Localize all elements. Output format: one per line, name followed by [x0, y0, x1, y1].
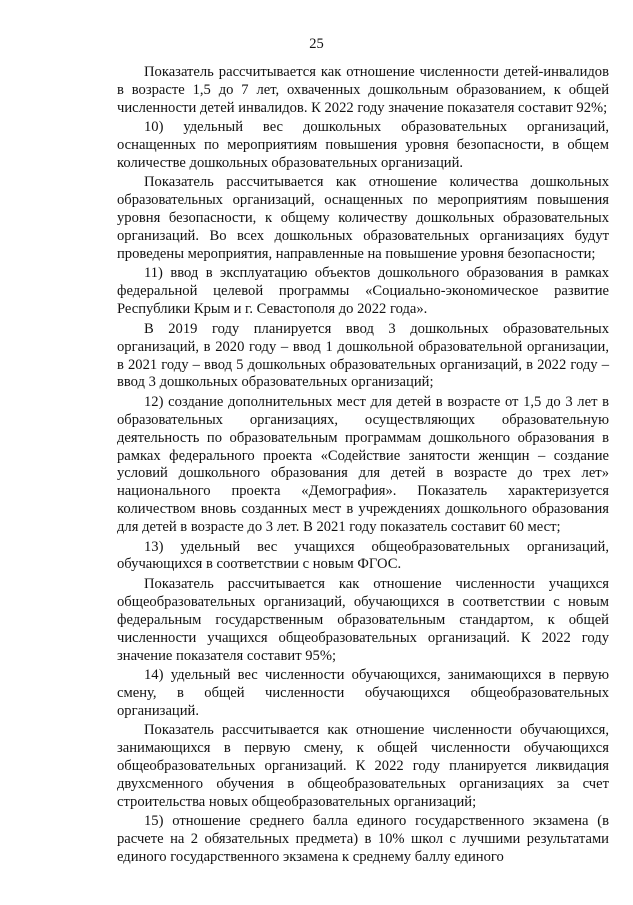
paragraph: В 2019 году планируется ввод 3 дошкольных образовательных организаций, в 2020 году – ввод 1 дошкольной образовательной организации, в 2021 году – ввод 5 дошкольных образовательных организаций, в 2022 году – ввод 3 дошкольных образовательных организаций;: [117, 320, 609, 391]
paragraph: 15) отношение среднего балла единого государственного экзамена (в расчете на 2 обязательных предмета) в 10% школ с лучшими результатами единого государственного экзамена к среднему баллу единого: [117, 813, 609, 865]
paragraph: Показатель рассчитывается как отношение численности обучающихся, занимающихся в первую смену, к общей численности обучающихся общеобразовательных организаций. К 2022 году планируется ликвидация двухсменного обучения в общеобразовательных организациях за счет строительства новых общеобразовательных организаций;: [117, 722, 609, 810]
paragraph: Показатель рассчитывается как отношение количества дошкольных образовательных организаций, оснащенных по мероприятиям повышения уровня безопасности, к общему количеству дошкольных образовательных организаций. Во всех дошкольных образовательных организациях будут проведены мероприятия, направленные на повышение уровня безопасности;: [117, 174, 609, 263]
paragraph: Показатель рассчитывается как отношение численности учащихся общеобразовательных организаций, обучающихся в соответствии с новым федеральным государственным образовательным стандартом, к общей численности учащихся общеобразовательных организаций. К 2022 году значение показателя составит 95%;: [117, 575, 609, 664]
paragraph: 14) удельный вес численности обучающихся, занимающихся в первую смену, в общей численности обучающихся общеобразовательных организаций.: [117, 666, 609, 719]
page-number: 25: [309, 36, 324, 52]
document-body: [117, 64, 609, 868]
paragraph: Показатель рассчитывается как отношение численности детей-инвалидов в возрасте 1,5 до 7 лет, охваченных дошкольным образованием, к общей численности детей инвалидов. К 2022 году значение показателя составит 92%;: [117, 64, 609, 116]
paragraph: 10) удельный вес дошкольных образовательных организаций, оснащенных по мероприятиям повышения уровня безопасности, в общем количестве дошкольных образовательных организаций.: [117, 119, 609, 172]
paragraph: 13) удельный вес учащихся общеобразовательных организаций, обучающихся в соответствии с новым ФГОС.: [117, 538, 609, 573]
paragraph: 12) создание дополнительных мест для детей в возрасте от 1,5 до 3 лет в образовательных организациях, осуществляющих образовательную деятельность по образовательным программам дошкольного образования в рамках федерального проекта «Содействие занятости женщин – создание условий дошкольного образования для детей в возрасте до трех лет» национального проекта «Демография». Показатель характеризуется количеством вновь созданных мест в учреждениях дошкольного образования для детей в возрасте до 3 лет. В 2021 году показатель составит 60 мест;: [117, 393, 609, 536]
paragraph: 11) ввод в эксплуатацию объектов дошкольного образования в рамках федеральной целевой программы «Социально-экономическое развитие Республики Крым и г. Севастополя до 2022 года».: [117, 265, 609, 318]
